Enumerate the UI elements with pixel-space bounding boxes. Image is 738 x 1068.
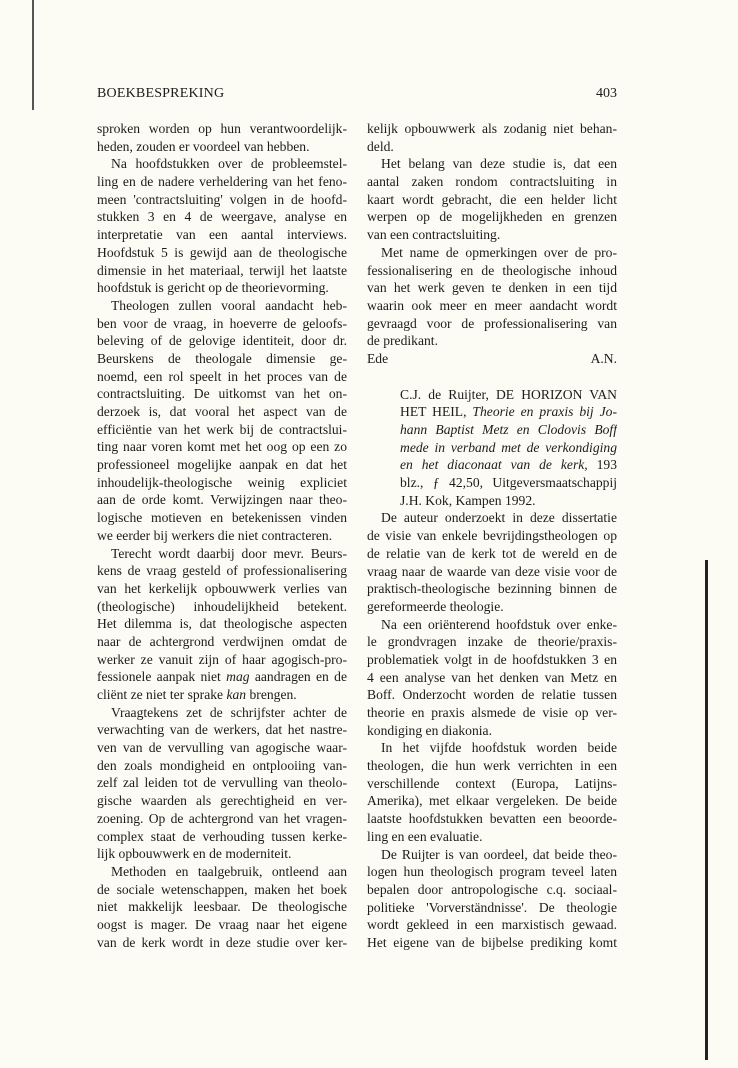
paragraph	[367, 244, 617, 350]
text-line: Vraagtekens zet de schrijfster achter de	[111, 704, 347, 720]
text-line: we eerder bij werkers die niet contracteren.	[97, 527, 333, 543]
text-line: de visie van enkele bevrijdingstheologen op	[367, 528, 617, 544]
paragraph	[367, 155, 617, 243]
text-line: problematiek volgt in de hoofdstukken 3 en	[367, 651, 617, 667]
text-line: ben voor de vraag, in hoeverre de geloofs-	[97, 315, 347, 331]
text-line: werker ze vanuit zijn of haar agogisch-pro-	[97, 651, 347, 667]
text-line: gische waarden als gerechtigheid en ver-	[97, 793, 347, 809]
text-line: zoening. Op de achtergrond van het vragen-	[97, 810, 347, 826]
text-line: gevraagd voor de professionalisering van	[367, 315, 617, 331]
paragraph	[97, 120, 347, 155]
text-line: Hoofdstuk 5 is gewijd aan de theologische	[97, 244, 347, 260]
text-segment: aandragen en de	[249, 669, 347, 685]
text-line: (theologische) inhoudelijkheid betekent.	[97, 598, 347, 614]
paragraph	[97, 545, 347, 704]
text-line: Het dilemma is, dat theologische aspecten	[97, 616, 347, 632]
text-line: verwachting van de werkers, dat het nastre-	[97, 722, 347, 738]
text-line: meen 'contractsluiting' volgen in de hoofd-	[97, 191, 347, 207]
scan-edge-line-right	[705, 560, 708, 1060]
italic-text: en het diaconaat van de kerk,	[400, 457, 588, 473]
text-line: theorie en praxis alsmede de visie op ver-	[367, 705, 617, 720]
text-line: interpretatie van een aantal interviews.	[97, 227, 347, 243]
text-line: Amerika), met elkaar vergeleken. De beide	[367, 793, 617, 809]
text-line: ven van de vervulling van agogische waar-	[97, 740, 347, 756]
text-line: hoofdstuk is gericht op de theorievorming.	[97, 280, 329, 296]
section-title: BOEKBESPREKING	[97, 86, 225, 101]
text-line: noemd, een rol speelt in het proces van de	[97, 368, 347, 384]
text-line: blz., ƒ 42,50, Uitgeversmaatschappij	[400, 475, 617, 491]
text-line: van het werk geven te denken in een tijd	[367, 280, 617, 296]
text-line: complex staat de verhouding tussen kerke-	[97, 828, 347, 844]
paragraph	[400, 386, 617, 510]
text-line: logen hun theologisch program teveel laten	[367, 864, 617, 880]
text-line: logische motieven en betekenissen vinden	[97, 510, 347, 526]
text-segment: cliënt ze niet ter sprake	[97, 687, 227, 702]
text-line: Met name de opmerkingen over de pro-	[381, 244, 617, 260]
text-line: J.H. Kok, Kampen 1992.	[400, 492, 536, 508]
text-line: de sociale wetenschappen, maken het boek	[97, 881, 347, 897]
text-line: In het vijfde hoofdstuk worden beide	[381, 740, 617, 756]
paragraph	[367, 846, 617, 952]
text-line: Het belang van deze studie is, dat een	[381, 156, 617, 172]
text-line	[400, 403, 617, 421]
text-line: Na hoofdstukken over de probleemstel-	[111, 156, 347, 172]
review-paragraphs	[367, 509, 617, 951]
text-segment: brengen.	[246, 687, 297, 702]
text-line: contractsluiting. De uitkomst van het on-	[97, 386, 347, 402]
text-line: theologen, die hun werk verrichten in een	[367, 758, 617, 774]
text-line: Het eigene van de bijbelse prediking komt	[367, 934, 617, 950]
text-line: niet makkelijk leesbaar. De theologische	[97, 899, 347, 915]
text-line: praktisch-theologische bezinning binnen de	[367, 581, 617, 597]
text-line: beleving of de gelovige identiteit, door dr.	[97, 333, 347, 349]
text-line: de predikant.	[367, 333, 438, 349]
text-line: ling en de nadere verheldering van het feno-	[97, 174, 347, 190]
text-line: ting naar voren komt met het oog op een zo	[97, 439, 347, 455]
text-line: De Ruijter is van oordeel, dat beide theo-	[381, 846, 617, 862]
signature-initials: A.N.	[590, 350, 617, 366]
text-line: lijk opbouwwerk en de moderniteit.	[97, 846, 292, 862]
text-line: le grondvragen inzake de theorie/praxis-	[367, 634, 617, 650]
text-line: vraag naar de waarde van deze visie voor de	[367, 563, 617, 579]
text-line: gereformeerde theologie.	[367, 598, 504, 614]
text-line: zelf zal leiden tot de vervulling van theolo-	[97, 775, 347, 791]
text-line: professioneel mogelijke aanpak en dat het	[97, 457, 347, 473]
italic-text: Theorie en praxis bij Jo-	[472, 404, 617, 420]
review-paragraphs	[367, 120, 617, 350]
text-line: sproken worden op hun verantwoordelijk-	[97, 121, 347, 136]
text-line: kelijk opbouwwerk als zodanig niet behan-	[367, 121, 617, 136]
text-line: ling en een evaluatie.	[367, 828, 483, 844]
text-line: dimensie in het materiaal, terwijl het laatste	[97, 262, 347, 278]
running-header	[97, 86, 617, 104]
right-column	[367, 120, 617, 952]
text-line: Beurskens de theologale dimensie ge-	[97, 350, 347, 366]
text-line: inhoudelijk-theologische weinig expliciet	[97, 474, 347, 490]
text-line: kondiging en diakonia.	[367, 722, 492, 738]
paragraph	[367, 739, 617, 845]
text-line: 4 een analyse van het denken van Metz en	[367, 669, 617, 685]
text-line: oogst is mager. De vraag naar het eigene	[97, 916, 347, 932]
text-line: den zoals mondigheid en ontplooiing van-	[97, 757, 347, 773]
text-line: van de kerk wordt in deze studie over ker-	[97, 934, 347, 950]
text-line: verschillende context (Europa, Latijns-	[367, 775, 617, 791]
text-line: kaart wordt gebracht, die een helder licht	[367, 191, 617, 207]
text-line: wordt gekleed in een marxistisch gewaad.	[367, 917, 617, 933]
page-number: 403	[596, 86, 617, 101]
paragraph	[367, 616, 617, 740]
paragraph	[367, 120, 617, 155]
text-line: de relatie van de kerk tot de wereld en de	[367, 545, 617, 561]
text-segment: fessionele aanpak niet	[97, 669, 227, 685]
text-line: laatste hoofdstukken bevatten een beoorde-	[367, 811, 617, 827]
text-line: De auteur onderzoekt in deze dissertatie	[381, 510, 617, 526]
text-line: van een contractsluiting.	[367, 227, 501, 243]
italic-text: kan	[226, 687, 247, 702]
text-line: efficiëntie van het werk bij de contractslui-	[97, 421, 347, 437]
text-line	[400, 421, 617, 439]
text-line: politieke 'Vorverständnisse'. De theologie	[367, 899, 617, 915]
text-line: Methoden en taalgebruik, ontleend aan	[111, 863, 347, 879]
text-line: Terecht wordt daarbij door mevr. Beurs-	[111, 545, 347, 561]
paragraphs	[97, 120, 347, 951]
text-line: Na een oriënterend hoofdstuk over enke-	[381, 616, 617, 632]
text-line: fessionalisering en de theologische inhoud	[367, 262, 617, 278]
text-line: naar de achtergrond verdwijnen omdat de	[97, 633, 347, 649]
text-line: bepalen door antropologische c.q. sociaal-	[367, 881, 617, 897]
text-line: werpen op de mogelijkheden en grenzen	[367, 209, 617, 225]
paragraph	[367, 509, 617, 615]
text-line: kens de vraag gesteld of professionalisering	[97, 563, 347, 579]
text-line: van het kerkelijk opbouwwerk verlies van	[97, 580, 347, 596]
paragraph	[97, 297, 347, 545]
text-line: C.J. de Ruijter, DE HORIZON VAN	[400, 386, 617, 402]
text-line: deld.	[367, 138, 394, 154]
paragraph	[97, 863, 347, 951]
text-line: stukken 3 en 4 de weergave, analyse en	[97, 209, 347, 225]
italic-text: mede in verband met de verkondiging	[400, 439, 617, 455]
text-line	[400, 439, 617, 457]
italic-text: hann Baptist Metz en Clodovis Boff	[400, 422, 617, 437]
text-line	[400, 456, 617, 474]
scan-edge-line-left	[32, 0, 34, 110]
text-line	[97, 686, 347, 704]
review-signature	[367, 350, 617, 368]
book-reference	[367, 386, 617, 510]
text-line	[97, 668, 347, 686]
text-line: derzoek is, dat vooral het aspect van de	[97, 404, 347, 419]
text-line: aan de orde komt. Verwijzingen naar theo-	[97, 492, 347, 508]
paragraph	[97, 155, 347, 297]
italic-text: mag	[226, 669, 250, 685]
text-line: aantal zaken rondom contractsluiting in	[367, 174, 617, 190]
text-line: waarin ook meer en meer aandacht wordt	[367, 297, 617, 313]
text-segment: HET HEIL,	[400, 404, 473, 420]
text-segment: 193	[587, 457, 617, 473]
signature-place: Ede	[367, 350, 389, 366]
left-column	[97, 120, 347, 951]
text-line: heden, zouden er voordeel van hebben.	[97, 138, 310, 154]
text-line: Theologen zullen vooral aandacht heb-	[111, 297, 347, 313]
text-line: Boff. Onderzocht worden de relatie tussen	[367, 687, 617, 703]
paragraph	[97, 704, 347, 863]
